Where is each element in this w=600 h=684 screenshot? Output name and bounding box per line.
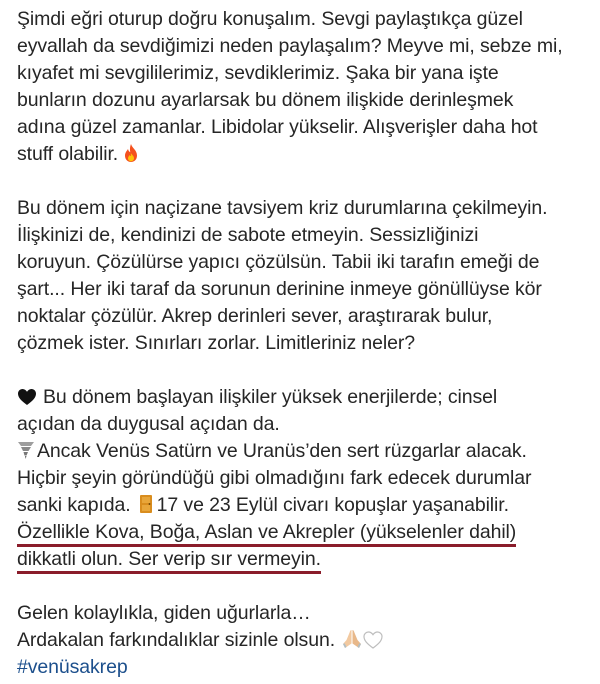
caption-text: Ardakalan farkındalıklar sizinle olsun.: [17, 629, 336, 651]
caption-line: şart... Her iki taraf da sorunun derinine inmeye gönüllüyse kör: [17, 278, 542, 300]
hashtag-link[interactable]: #venüsakrep: [17, 656, 128, 678]
caption-line-highlighted: [17, 546, 593, 573]
paragraph-gap: [17, 573, 593, 600]
black-heart-icon: [17, 387, 37, 414]
caption-text: Ancak Venüs Satürn ve Uranüs’den sert rüzgarlar alacak.: [37, 440, 527, 462]
caption-line-with-emoji: [17, 438, 593, 465]
praying-hands-icon: [341, 629, 363, 657]
caption-text: sanki kapıda.: [17, 494, 131, 516]
caption-text: 17 ve 23 Eylül civarı kopuşlar yaşanabilir.: [156, 494, 509, 516]
caption-line: Şimdi eğri oturup doğru konuşalım. Sevgi paylaştıkça güzel: [17, 8, 523, 30]
caption-text: stuff olabilir.: [17, 143, 119, 165]
caption-line-with-emoji: [17, 492, 593, 519]
caption-line-with-emoji: [17, 141, 593, 168]
caption-text: Bu dönem başlayan ilişkiler yüksek enerjilerde; cinsel: [43, 386, 498, 408]
white-heart-icon: [363, 630, 383, 657]
paragraph-gap: [17, 357, 593, 384]
caption-line-with-emoji: [17, 384, 593, 411]
paragraph-gap: [17, 168, 593, 195]
caption-line: Gelen kolaylıkla, giden uğurlarla…: [17, 602, 311, 624]
caption-line: koruyun. Çözülürse yapıcı çözülsün. Tabii iki tarafın emeği de: [17, 251, 540, 273]
caption-line: İlişkinizi de, kendinizi de sabote etmeyin. Sessizliğinizi: [17, 224, 479, 246]
caption-line: kıyafet mi sevgililerimiz, sevdiklerimiz. Şaka bir yana işte: [17, 62, 499, 84]
caption-line: Bu dönem için naçizane tavsiyem kriz durumlarına çekilmeyin.: [17, 197, 548, 219]
highlighted-text: Özellikle Kova, Boğa, Aslan ve Akrepler (yükselenler dahil): [17, 521, 516, 547]
caption-line: eyvallah da sevdiğimizi neden paylaşalım? Meyve mi, sebze mi,: [17, 35, 563, 57]
door-icon: [139, 494, 153, 522]
caption-line: Hiçbir şeyin göründüğü gibi olmadığını fark edecek durumlar: [17, 467, 532, 489]
highlighted-text: dikkatli olun. Ser verip sır vermeyin.: [17, 548, 321, 574]
fire-icon: [122, 143, 140, 171]
caption-line: adına güzel zamanlar. Libidolar yükselir. Alışverişler daha hot: [17, 116, 538, 138]
post-caption: [17, 6, 593, 681]
caption-line-with-emoji: [17, 627, 593, 654]
tornado-icon: [17, 440, 35, 468]
caption-line: bunların dozunu ayarlarsak bu dönem ilişkide derinleşmek: [17, 89, 514, 111]
caption-line: noktalar çözülür. Akrep derinleri sever, araştırarak bulur,: [17, 305, 493, 327]
caption-line-highlighted: [17, 519, 593, 546]
caption-line: açıdan da duygusal açıdan da.: [17, 413, 280, 435]
hashtag-line: [17, 654, 593, 681]
caption-line: çözmek ister. Sınırları zorlar. Limitleriniz neler?: [17, 332, 416, 354]
